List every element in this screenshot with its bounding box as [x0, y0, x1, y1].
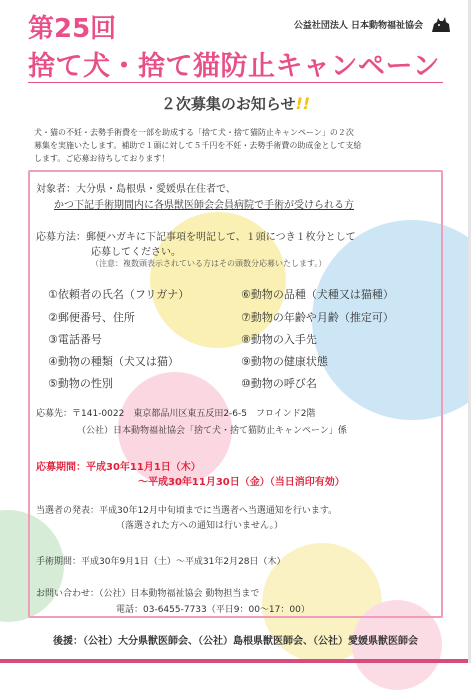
address-line: 応募先：〒141-0022 東京都品川区東五反田2-6-5 フロインド2階 — [36, 409, 316, 419]
eligibility-line: 対象者：大分県・島根県・愛媛県在住者で、 — [36, 184, 236, 195]
campaign-title: 捨て犬・捨て猫防止キャンペーン — [28, 51, 440, 82]
period-end: ～平成30年11月30日（金）（当日消印有効） — [138, 477, 345, 488]
intro-paragraph — [34, 126, 437, 165]
item-right: ⑩動物の呼び名 — [241, 377, 317, 390]
item-right: ⑧動物の入手先 — [241, 333, 317, 346]
exclamation-icon: !! — [295, 94, 311, 113]
intro-line: します。ご応募お待ちしております！ — [34, 154, 170, 163]
item-right: ⑦動物の年齢や月齢（推定可） — [241, 311, 394, 324]
apply-method-note: （注意：複数頭表示されている方はその頭数分応募いたします。） — [91, 259, 327, 268]
organization-name: 公益社団法人 日本動物福祉協会 — [293, 21, 423, 31]
contact-line: お問い合わせ：（公社）日本動物福祉協会 動物担当まで — [36, 589, 260, 599]
bottom-accent-bar — [0, 659, 471, 663]
item-left: ③電話番号 — [48, 333, 102, 346]
title-divider — [28, 82, 443, 83]
contact-phone: 電話：03-6455-7733（平日9：00～17：00） — [116, 605, 310, 615]
apply-method-line: 応募してください。 — [91, 247, 181, 258]
item-left: ①依頼者の氏名（フリガナ） — [48, 288, 190, 301]
surgery-period: 手術期間：平成30年9月1日（土）～平成31年2月28日（木） — [36, 557, 286, 567]
notice-subtitle — [0, 93, 471, 114]
campaign-edition: 第25回 — [28, 14, 117, 44]
subtitle-text: ２次募集のお知らせ — [160, 95, 296, 113]
address-line: （公社）日本動物福祉協会「捨て犬・捨て猫防止キャンペーン」係 — [77, 426, 347, 436]
announce-line: 当選者の発表：平成30年12月中旬頃までに当選者へ当選通知を行います。 — [36, 506, 338, 516]
supporters-line: 後援：（公社）大分県獣医師会、（公社）島根県獣医師会、（公社）愛媛県獣医師会 — [53, 636, 418, 647]
apply-method-line: 応募方法：郵便ハガキに下記事項を明記して、１頭につき１枚分として — [36, 232, 356, 243]
intro-line: 募集を実施いたします。補助で１頭に対して５千円を不妊・去勢手術費の助成金として支給 — [34, 141, 362, 150]
period-start: 応募期間：平成30年11月1日（木） — [36, 462, 201, 473]
item-right: ⑥動物の品種（犬種又は猫種） — [241, 288, 394, 301]
item-right: ⑨動物の健康状態 — [241, 355, 328, 368]
dog-cat-logo-icon — [429, 12, 453, 36]
announce-line: （落選された方への通知は行いません。） — [116, 521, 284, 531]
item-left: ④動物の種類（犬又は猫） — [48, 355, 179, 368]
item-left: ②郵便番号、住所 — [48, 311, 135, 324]
intro-line: 犬・猫の不妊・去勢手術費を一部を助成する「捨て犬・捨て猫防止キャンペーン」の２次 — [34, 128, 354, 137]
eligibility-condition: かつ下記手術期間内に各県獣医師会会員病院で手術が受けられる方 — [54, 200, 354, 211]
item-left: ⑤動物の性別 — [48, 377, 113, 390]
